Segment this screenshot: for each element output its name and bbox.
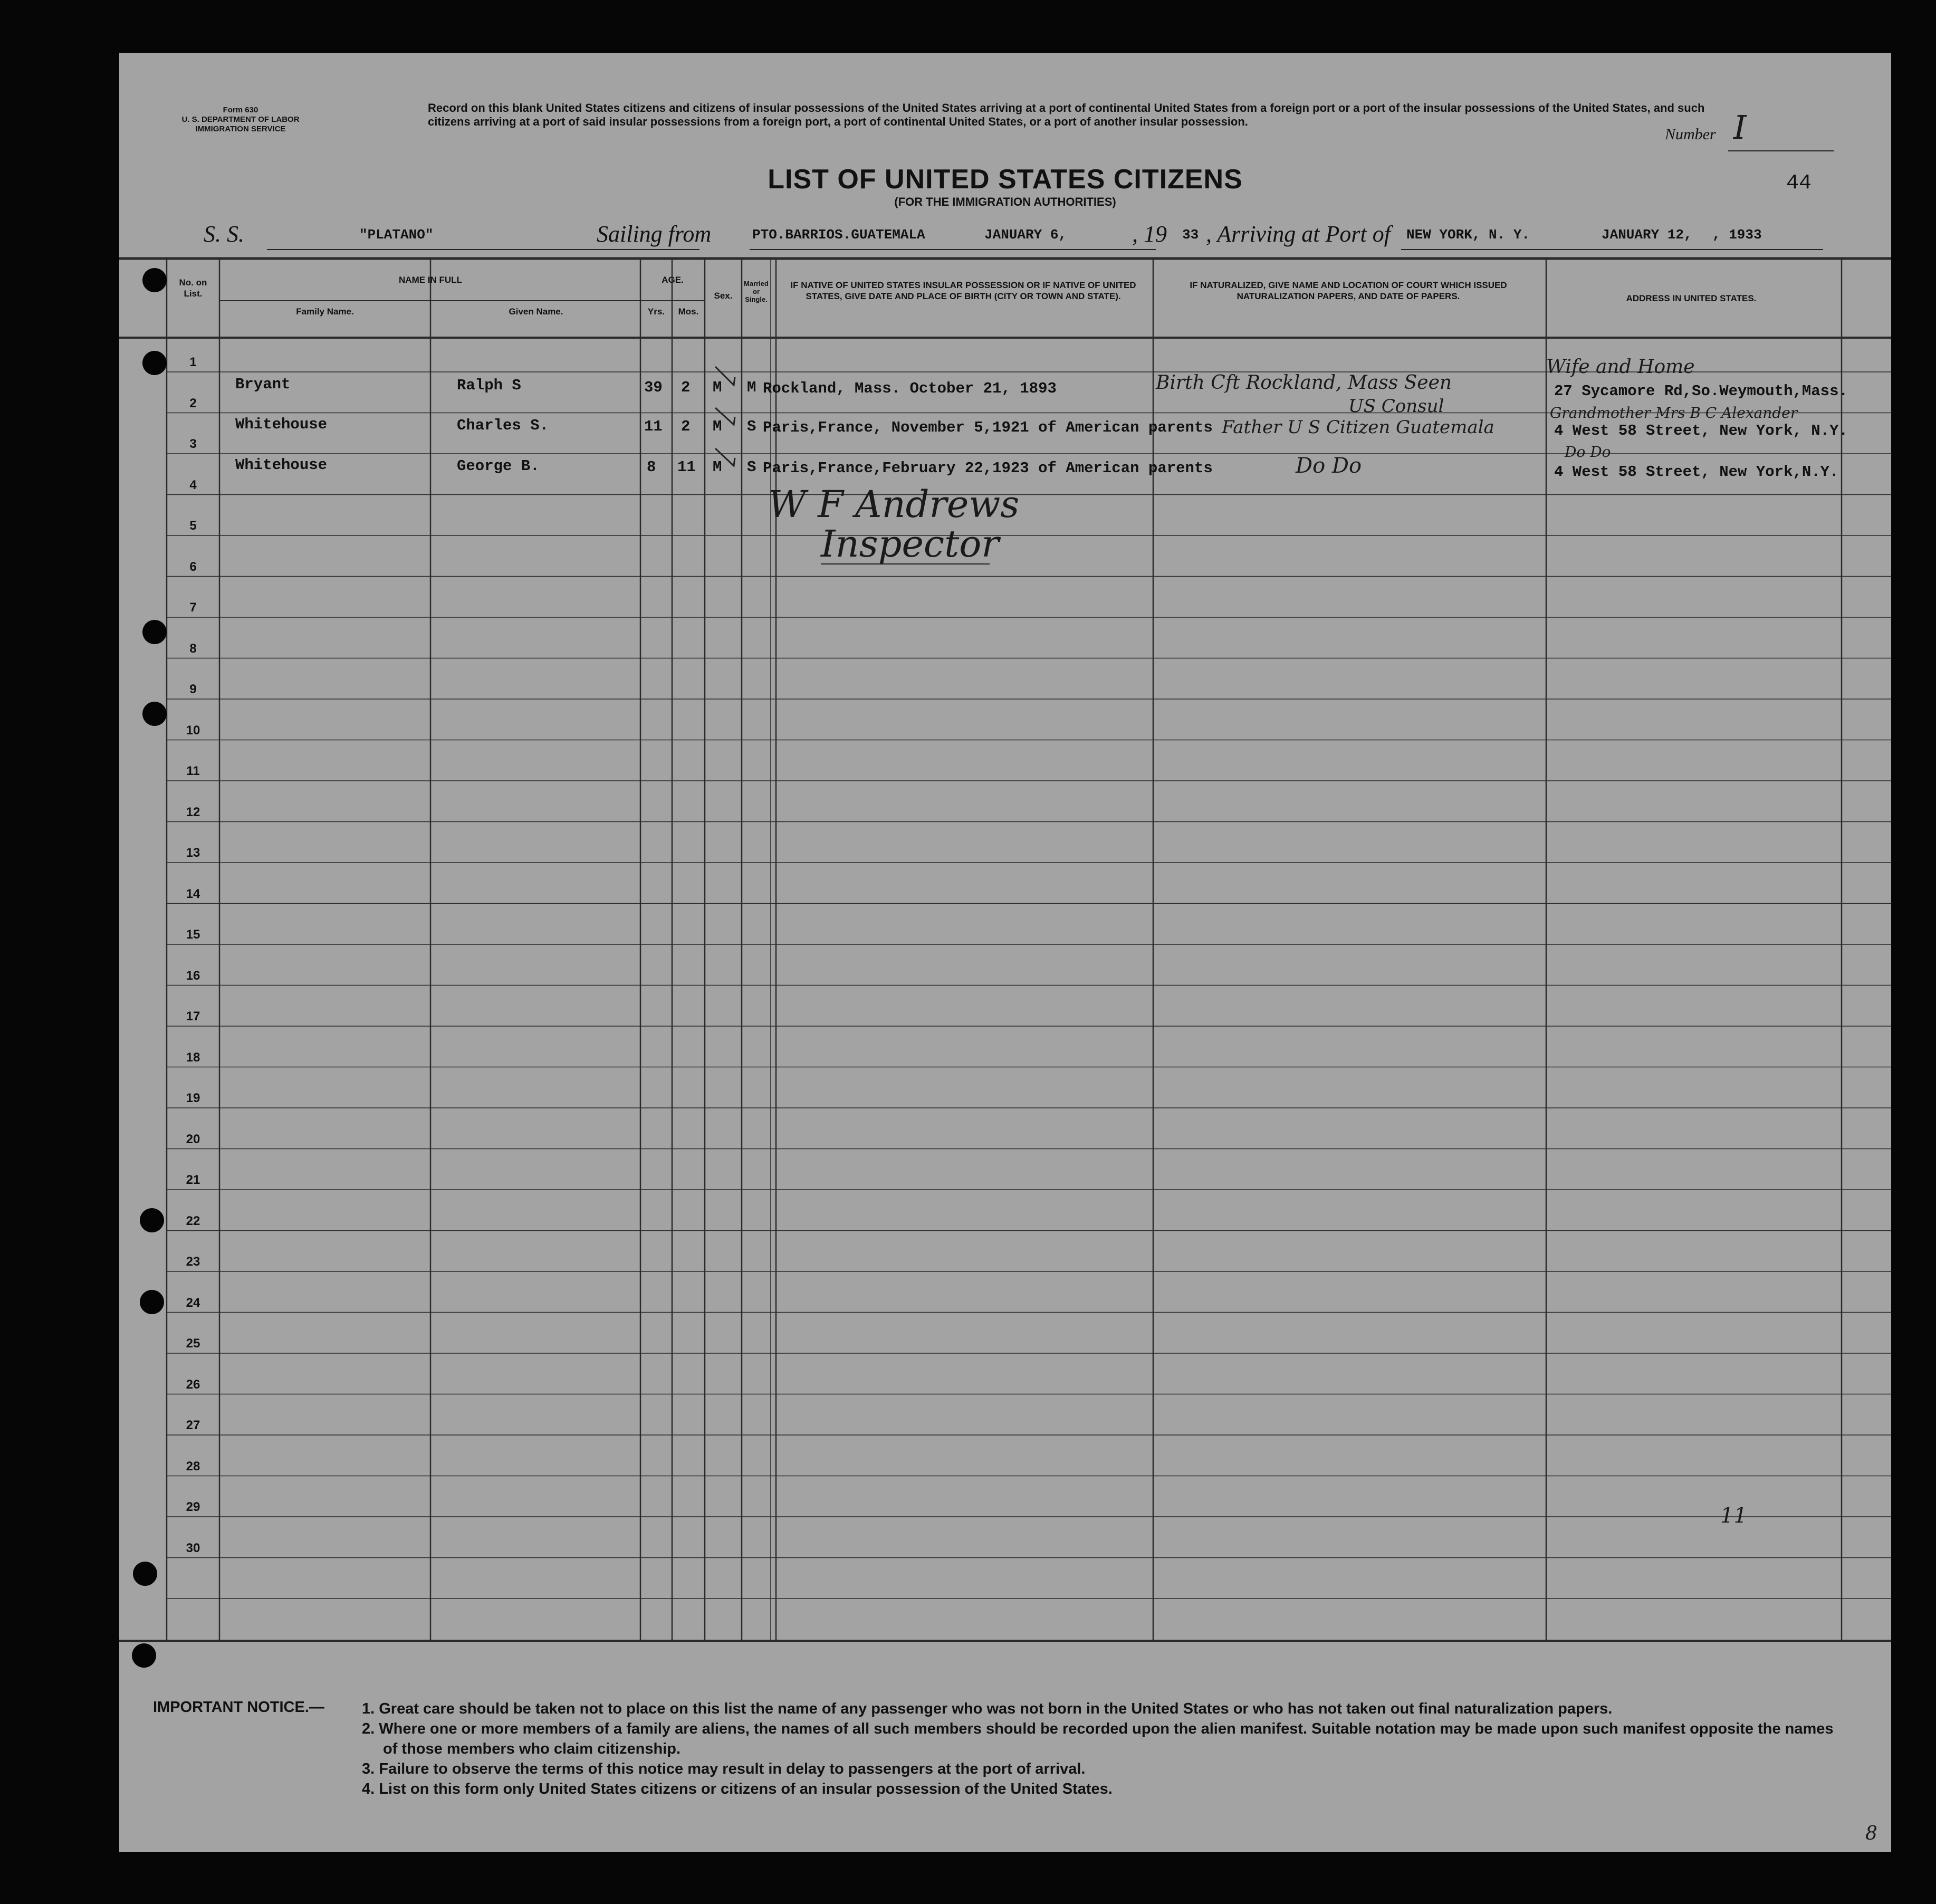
col-age-mos: Mos. [678,307,699,317]
sex: M [713,458,722,476]
notice-items [362,1699,1839,1799]
row-number: 15 [186,927,200,942]
col-address: ADDRESS IN UNITED STATES. [1626,293,1757,303]
address: 27 Sycamore Rd,So.Weymouth,Mass. [1554,382,1848,400]
manifest-sheet [119,53,1891,1852]
departure-date: JANUARY 6, [984,227,1067,243]
ss-label: S. S. [204,221,244,247]
form-instructions: Record on this blank United States citizens and citizens of insular possessions of the United States arriving at a port of continental United States from a foreign port or a port of the insular possessions of the United States, and such citizens arriving at a port of said insular possessions from a foreign port, a port of continental United States, or a port of another insular possession. [428,101,1705,128]
row-number: 20 [186,1132,200,1146]
arrival-date: JANUARY 12, [1602,227,1692,243]
departure-year: 33 [1182,227,1199,243]
row-number: 9 [189,682,197,696]
notice-item-2: 2. Where one or more members of a family are aliens, the names of all such members should be recorded upon the alien manifest. Suitable notation may be made upon such manifest opposite the names of those members who claim citizenship. [362,1720,1834,1757]
naturalization-info: Birth Cft Rockland, Mass Seen [1156,372,1452,394]
row-number: 4 [189,477,197,492]
ship-name: "PLATANO" [359,227,434,243]
row-number: 3 [189,437,197,451]
row-number: 5 [189,519,197,533]
row-number: 26 [186,1377,200,1392]
col-family-name: Family Name. [296,307,354,317]
row-number: 16 [186,968,200,983]
row-number: 10 [186,723,200,738]
row-number: 25 [186,1336,200,1351]
naturalization-info: Do Do [1296,454,1362,478]
row-number: 18 [186,1050,200,1065]
margin-mark: 11 [1720,1504,1747,1528]
family-name: Whitehouse [235,456,328,474]
row-number: 24 [186,1295,200,1310]
sailing-label: Sailing from [597,221,712,247]
form-department: U. S. DEPARTMENT OF LABOR [181,115,300,124]
naturalization-note: US Consul [1348,396,1444,417]
address-note: Grandmother Mrs B C Alexander [1550,404,1798,422]
address: 4 West 58 Street, New York,N.Y. [1554,463,1839,481]
notice-item-4: 4. List on this form only United States citizens or citizens of an insular possession of the United States. [362,1781,1113,1797]
arrival-port: NEW YORK, N. Y. [1406,227,1530,243]
col-naturalized: IF NATURALIZED, GIVE NAME AND LOCATION OF COURT WHICH ISSUED NATURALIZATION PAPERS, AND DATE OF PAPERS. [1190,280,1507,301]
col-birth: IF NATIVE OF UNITED STATES INSULAR POSSESSION OR IF NATIVE OF UNITED STATES, GIVE DATE AND PLACE OF BIRTH (CITY OR TOWN AND STATE). [790,280,1136,301]
age-years: 11 [644,418,663,435]
corner-mark: 8 [1865,1823,1877,1844]
page-number: 44 [1786,171,1812,195]
inspector-signature: W F Andrews [768,483,1020,526]
page-title: LIST OF UNITED STATES CITIZENS [768,164,1243,195]
departure-port: PTO.BARRIOS.GUATEMALA [752,227,925,243]
row-number: 6 [189,559,197,574]
list-number-label: Number [1665,126,1716,143]
naturalization-info: Father U S Citizen Guatemala [1222,417,1494,438]
sex: M [713,418,722,435]
punch-hole [142,620,167,644]
address-note: Do Do [1565,443,1611,461]
col-married-single: Married or Single. [744,280,769,303]
birth-info: Rockland, Mass. October 21, 1893 [763,380,1057,397]
col-age: AGE. [662,275,684,285]
punch-hole [142,351,167,375]
row-number: 19 [186,1091,200,1105]
row-number: 13 [186,846,200,860]
notice-item-1: 1. Great care should be taken not to place on this list the name of any passenger who was not born in the United States or who has not taken out final naturalization papers. [362,1700,1613,1717]
birth-info: Paris,France,February 22,1923 of American parents [763,460,1213,477]
family-name: Whitehouse [235,416,328,433]
page-subtitle: (FOR THE IMMIGRATION AUTHORITIES) [894,195,1116,208]
row-number: 7 [189,600,197,615]
arrival-year: , 1933 [1712,227,1762,243]
address: 4 West 58 Street, New York, N.Y. [1554,422,1848,439]
row-number: 12 [186,805,200,819]
manifest-grid [119,53,1891,1852]
birth-info: Paris,France, November 5,1921 of American parents [763,419,1213,436]
address-note: Wife and Home [1546,356,1695,378]
age-months: 2 [681,379,691,396]
punch-hole [142,702,167,726]
notice-item-3: 3. Failure to observe the terms of this notice may result in delay to passengers at the port of arrival. [362,1761,1086,1777]
row-number: 1 [189,355,197,369]
punch-hole [132,1643,156,1668]
row-number: 8 [189,641,197,656]
notice-label: IMPORTANT NOTICE.— [153,1699,324,1716]
row-number: 28 [186,1459,200,1474]
given-name: Charles S. [457,417,549,434]
col-no-header: No. on List. [179,278,207,299]
marital-status: M [747,379,756,396]
punch-hole [140,1208,164,1232]
age-years: 8 [647,458,656,476]
family-name: Bryant [235,376,291,393]
form-number: Form 630 [223,106,258,114]
marital-status: S [747,418,756,435]
row-number: 29 [186,1500,200,1514]
row-number: 11 [186,764,200,778]
age-months: 11 [677,458,696,476]
list-number-value: I [1733,108,1747,147]
row-number: 23 [186,1255,200,1269]
check-marks [713,361,744,499]
punch-hole [133,1562,157,1586]
row-number: 2 [189,396,197,410]
row-number: 30 [186,1541,200,1555]
given-name: Ralph S [457,377,521,394]
year-prefix: , 19 [1132,221,1167,247]
given-name: George B. [457,457,540,475]
row-number: 21 [186,1173,200,1187]
punch-hole [142,268,167,292]
age-months: 2 [681,418,691,435]
punch-hole [140,1290,164,1314]
row-number: 27 [186,1418,200,1432]
col-given-name: Given Name. [509,307,563,317]
inspector-title: Inspector [821,522,999,566]
row-number: 14 [186,886,200,901]
sex: M [713,379,722,396]
row-number: 22 [186,1213,200,1228]
form-service: IMMIGRATION SERVICE [195,125,286,133]
row-number: 17 [186,1009,200,1023]
col-sex: Sex. [714,291,733,301]
col-name-in-full: NAME IN FULL [399,275,462,285]
signature-underline [821,563,990,564]
marital-status: S [747,458,756,476]
col-age-yrs: Yrs. [647,307,665,317]
arriving-label: , Arriving at Port of [1206,221,1391,247]
age-years: 39 [644,379,663,396]
